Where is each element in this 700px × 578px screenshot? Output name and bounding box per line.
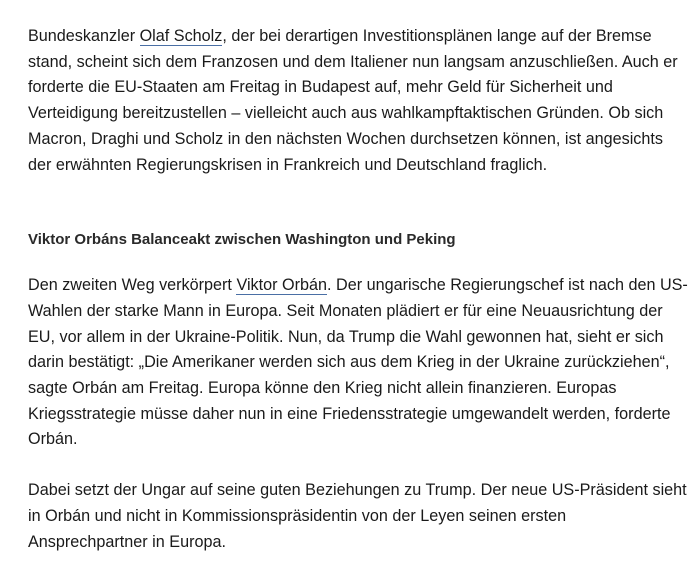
section-subheading: Viktor Orbáns Balanceakt zwischen Washington und Peking	[28, 231, 456, 249]
article-body	[28, 24, 688, 555]
paragraph-orban	[28, 273, 688, 453]
paragraph-text: , der bei derartigen Investitionsplänen lange auf der Bremse stand, scheint sich dem Franzosen und dem Italiener nun langsam anzuschließen. Auch er forderte die EU-Staaten am Freitag in Budapest auf, mehr Geld für Sicherheit und Verteidigung bereitzustellen – vielleicht auch aus wahlkampftaktischen Gründen. Ob sich Macron, Draghi und Scholz in den nächsten Wochen durchsetzen können, ist angesichts der erwähnten Regierungskrisen in Frankreich und Deutschland fraglich.	[28, 27, 678, 174]
link-viktor-orban[interactable]: Viktor Orbán	[236, 276, 328, 295]
paragraph-trump: Dabei setzt der Ungar auf seine guten Beziehungen zu Trump. Der neue US-Präsident sieht in Orbán und nicht in Kommissionspräsidentin von der Leyen seinen ersten Ansprechpartner in Europa.	[28, 481, 687, 551]
paragraph-scholz	[28, 24, 688, 178]
paragraph-text: Bundeskanzler	[28, 27, 140, 45]
paragraph-text: . Der ungarische Regierungschef ist nach den US-Wahlen der starke Mann in Europa. Seit Monaten plädiert er für eine Neuausrichtung der EU, vor allem in der Ukraine-Politik. Nun, da Trump die Wahl gewonnen hat, sieht er sich darin bestätigt: „Die Amerikaner werden sich aus dem Krieg in der Ukraine zurückziehen“, sagte Orbán am Freitag. Europa könne den Krieg nicht allein finanzieren. Europas Kriegsstrategie müsse daher nun in eine Friedensstrategie umgewandelt werden, forderte Orbán.	[28, 276, 688, 449]
paragraph-text: Den zweiten Weg verkörpert	[28, 276, 237, 295]
link-olaf-scholz[interactable]: Olaf Scholz	[139, 27, 223, 45]
